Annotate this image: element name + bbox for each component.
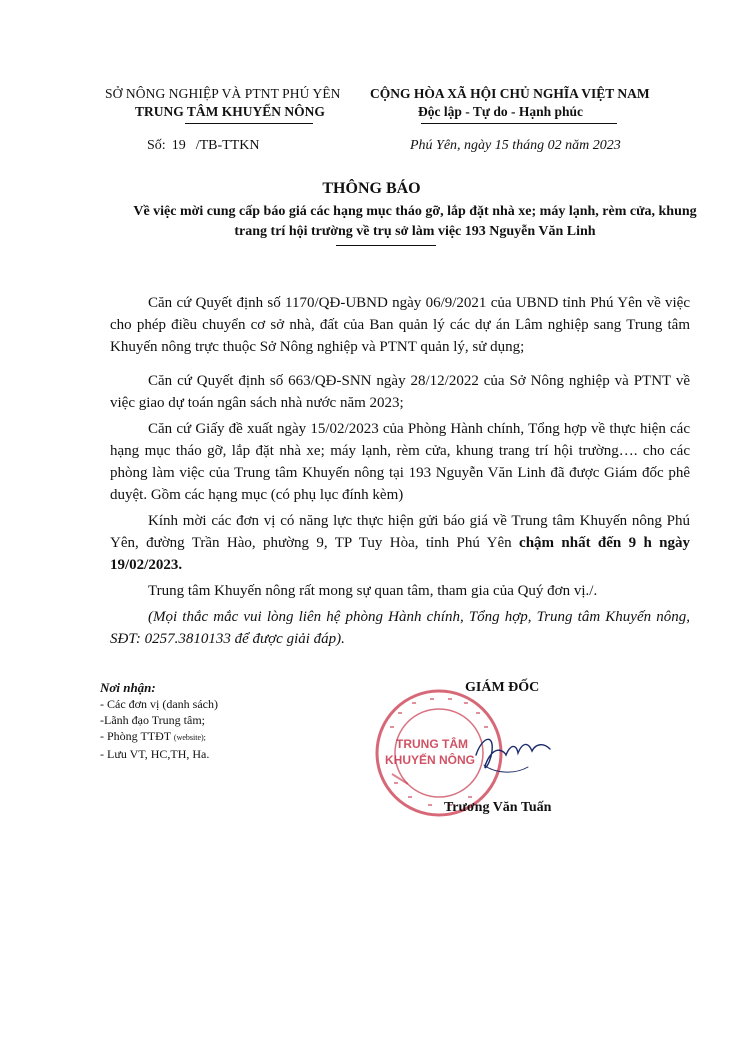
- document-number-suffix: /TB-TTKN: [195, 138, 260, 153]
- national-motto: Độc lập - Tự do - Hạnh phúc: [418, 104, 584, 119]
- invitation-deadline: chậm nhất đến 9 h ngày 19/02/2023.: [110, 535, 691, 573]
- invitation-text: Kính mời các đơn vị có năng lực thực hiện gửi báo giá về Trung tâm Khuyến nông Phú Yên, đường Trần Hào, phường 9, TP Tuy Hòa, tỉnh Phú Yên: [110, 513, 690, 551]
- paragraph-legal-basis-2: Căn cứ Quyết định số 663/QĐ-SNN ngày 28/12/2022 của Sở Nông nghiệp và PTNT về việc giao dự toán ngân sách nhà nước năm 2023;: [110, 373, 690, 411]
- org-underline: [185, 123, 313, 124]
- national-title: CỘNG HÒA XÃ HỘI CHỦ NGHĨA VIỆT NAM: [370, 86, 650, 101]
- document-number-label: Số:: [147, 138, 166, 153]
- paragraph-contact-note: (Mọi thắc mắc vui lòng liên hệ phòng Hành chính, Tổng hợp, Trung tâm Khuyến nông, SĐT: 0257.3810133 để được giải đáp).: [110, 609, 690, 647]
- document-number: [147, 138, 259, 154]
- subject-underline: [336, 245, 436, 246]
- signer-title: GIÁM ĐỐC: [465, 680, 540, 695]
- recipient-item: -Lãnh đạo Trung tâm;: [100, 713, 205, 727]
- recipient-item-text: - Phòng TTĐT: [100, 729, 171, 743]
- document-subject: Về việc mời cung cấp báo giá các hạng mục tháo gỡ, lắp đặt nhà xe; máy lạnh, rèm cửa, khung trang trí hội trường về trụ sở làm việc 193 Nguyễn Văn Linh: [133, 204, 697, 239]
- document-date: Phú Yên, ngày 15 tháng 02 năm 2023: [410, 138, 621, 153]
- paragraph-legal-basis-1: Căn cứ Quyết định số 1170/QĐ-UBND ngày 06/9/2021 của UBND tỉnh Phú Yên về việc cho phép điều chuyển cơ sở nhà, đất của Ban quản lý các dự án Lâm nghiệp sang Trung tâm Khuyến nông trực thuộc Sở Nông nghiệp và PTNT quản lý, sử dụng;: [110, 295, 690, 355]
- recipients-block: [100, 680, 218, 762]
- org-parent: SỞ NÔNG NGHIỆP VÀ PTNT PHÚ YÊN: [105, 86, 341, 101]
- document-body: [110, 292, 690, 654]
- org-name: TRUNG TÂM KHUYẾN NÔNG: [135, 104, 325, 119]
- recipients-label: Nơi nhận:: [100, 680, 156, 695]
- handwritten-signature-icon: [470, 715, 560, 785]
- seal-text-line1: TRUNG TÂM: [396, 737, 468, 751]
- paragraph-legal-basis-3: Căn cứ Giấy đề xuất ngày 15/02/2023 của Phòng Hành chính, Tổng hợp về thực hiện các hạng mục tháo gỡ, lắp đặt nhà xe; máy lạnh, rèm cửa, khung trang trí hội trường…. cho các phòng làm việc của Trung tâm Khuyến nông tại 193 Nguyễn Văn Linh đã được Giám đốc phê duyệt. Gồm các hạng mục (có phụ lục đính kèm): [110, 421, 690, 503]
- signer-name: Trương Văn Tuấn: [444, 800, 552, 815]
- recipient-item: [100, 728, 218, 746]
- recipient-item: - Lưu VT, HC,TH, Ha.: [100, 747, 210, 761]
- document-number-value: 19: [171, 138, 186, 153]
- paragraph-closing: Trung tâm Khuyến nông rất mong sự quan tâm, tham gia của Quý đơn vị./.: [148, 583, 598, 599]
- motto-underline: [421, 123, 617, 124]
- recipient-item: - Các đơn vị (danh sách): [100, 697, 218, 711]
- recipient-website-note: (website);: [173, 733, 206, 742]
- paragraph-invitation: [110, 510, 690, 576]
- seal-text-line2: KHUYẾN NÔNG: [384, 753, 476, 767]
- document-title: THÔNG BÁO: [322, 180, 421, 197]
